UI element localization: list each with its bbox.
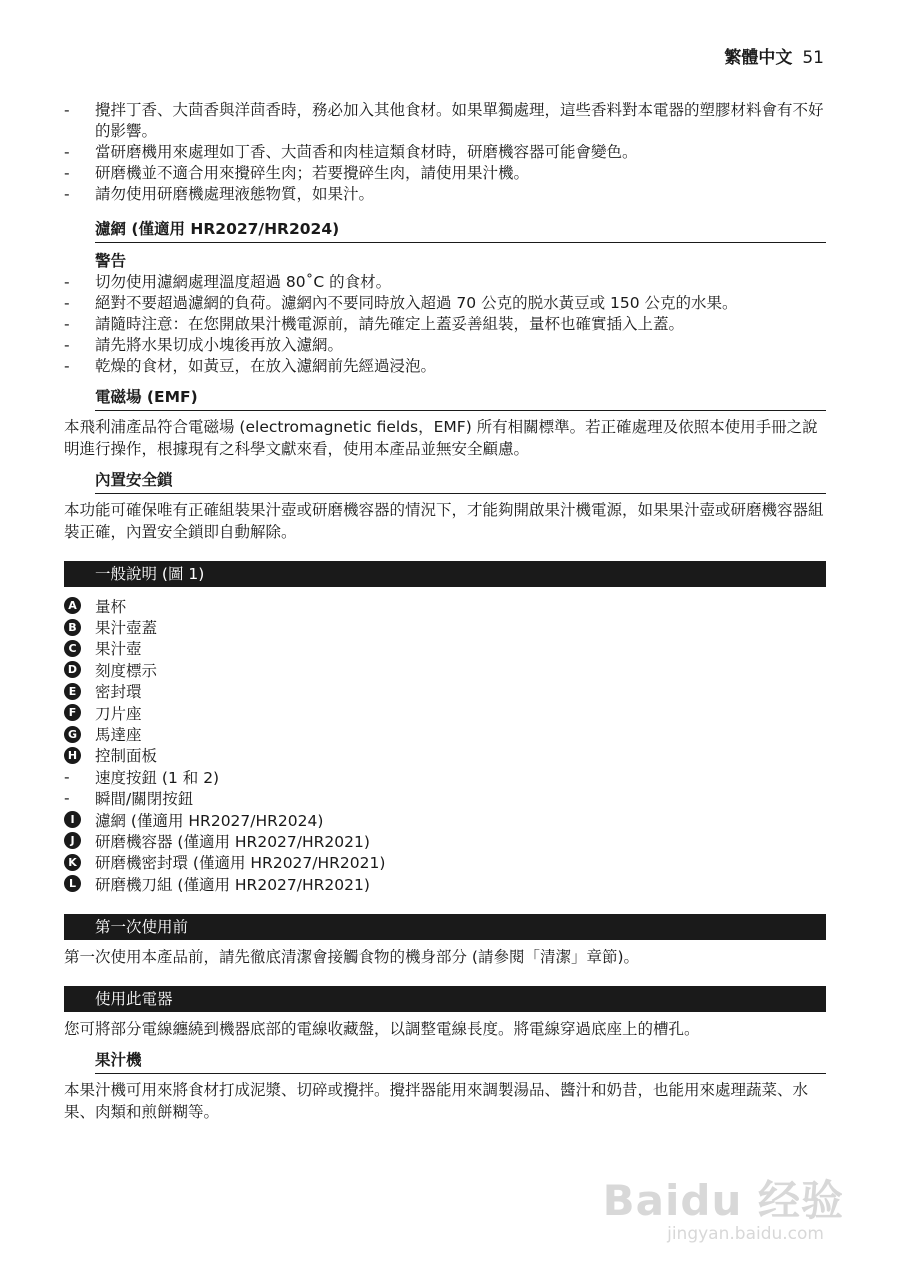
legend-label: 刀片座 — [95, 704, 142, 723]
circle-letter-icon: A — [64, 597, 81, 614]
list-item: - 當研磨機用來處理如丁香、大茴香和肉桂這類食材時，研磨機容器可能會變色。 — [64, 143, 638, 161]
legend-label: 研磨機刀組 (僅適用 HR2027/HR2021) — [95, 875, 370, 894]
legend-item — [64, 830, 826, 851]
legend-item — [64, 873, 826, 894]
list-item: - 切勿使用濾網處理溫度超過 80˚C 的食材。 — [64, 273, 392, 291]
circle-letter-icon: D — [64, 661, 81, 678]
top-caution-list — [64, 100, 826, 205]
legend-label: 控制面板 — [95, 747, 158, 766]
circle-letter-icon: K — [64, 854, 81, 871]
circle-letter-icon: G — [64, 726, 81, 743]
legend-label: 果汁壺蓋 — [95, 619, 158, 638]
legend-item — [64, 766, 826, 787]
page-content — [64, 100, 826, 1123]
watermark-url: jingyan.baidu.com — [667, 1224, 824, 1244]
page-number: 51 — [802, 48, 824, 68]
legend-label: 馬達座 — [95, 726, 142, 745]
dash-marker: - — [64, 767, 70, 786]
list-item: - 絕對不要超過濾網的負荷。濾網內不要同時放入超過 70 公克的脱水黃豆或 150 公克的水果。 — [64, 294, 738, 312]
first-use-text: 第一次使用本產品前，請先徹底清潔會接觸食物的機身部分 (請參閱「清潔」章節)。 — [64, 948, 640, 967]
circle-letter-icon: F — [64, 704, 81, 721]
circle-letter-icon: J — [64, 832, 81, 849]
legend-item — [64, 788, 826, 809]
legend-label: 研磨機密封環 (僅適用 HR2027/HR2021) — [95, 854, 386, 873]
blender-text: 本果汁機可用來將食材打成泥漿、切碎或攪拌。攪拌器能用來調製湯品、醬汁和奶昔，也能用來處理蔬菜、水果、肉類和煎餅糊等。 — [64, 1081, 809, 1122]
list-item: - 研磨機並不適合用來攪碎生肉；若要攪碎生肉，請使用果汁機。 — [64, 164, 530, 182]
legend-label: 密封環 — [95, 683, 142, 702]
watermark-logo: Baidu 经验 — [602, 1176, 844, 1225]
list-item: - 攪拌丁香、大茴香與洋茴香時，務必加入其他食材。如果單獨處理，這些香料對本電器的塑膠材料會有不好的影響。 — [64, 101, 824, 140]
legend-item — [64, 702, 826, 723]
legend-item — [64, 745, 826, 766]
legend-item — [64, 681, 826, 702]
list-item: - 請隨時注意：在您開啟果汁機電源前，請先確定上蓋妥善組裝，量杯也確實插入上蓋。 — [64, 315, 685, 333]
circle-letter-icon: B — [64, 619, 81, 636]
legend-label: 量杯 — [95, 597, 127, 616]
legend-label: 果汁壺 — [95, 640, 142, 659]
legend-label: 速度按鈕 (1 和 2) — [95, 768, 220, 787]
language-label: 繁體中文 — [724, 48, 793, 68]
list-item: - 請先將水果切成小塊後再放入濾網。 — [64, 336, 344, 354]
legend-item — [64, 659, 826, 680]
section-title-bar: 第一次使用前 — [64, 914, 826, 940]
legend-label: 刻度標示 — [95, 661, 158, 680]
legend-item — [64, 723, 826, 744]
legend-item — [64, 616, 826, 637]
circle-letter-icon: L — [64, 875, 81, 892]
using-text: 您可將部分電線纏繞到機器底部的電線收藏盤，以調整電線長度。將電線穿過底座上的槽孔。 — [64, 1020, 700, 1039]
dash-marker: - — [64, 789, 70, 808]
legend-item — [64, 595, 826, 616]
legend-label: 研磨機容器 (僅適用 HR2027/HR2021) — [95, 833, 370, 851]
emf-heading: 電磁場 (EMF) — [95, 387, 826, 411]
circle-letter-icon: H — [64, 747, 81, 764]
circle-letter-icon: E — [64, 683, 81, 700]
emf-text: 本飛利浦產品符合電磁場 (electromagnetic fields，EMF) 所有相關標準。若正確處理及依照本使用手冊之說明進行操作，根據現有之科學文獻來看，使用本產品並無安全顧慮。 — [64, 418, 818, 458]
list-item: - 乾燥的食材，如黃豆，在放入濾網前先經過浸泡。 — [64, 357, 437, 375]
legend-item — [64, 852, 826, 873]
safety-lock-heading: 內置安全鎖 — [95, 470, 826, 494]
parts-legend — [64, 595, 826, 894]
legend-label: 瞬間/關閉按鈕 — [95, 790, 194, 809]
filter-warning-list — [64, 272, 826, 377]
blender-heading: 果汁機 — [95, 1050, 826, 1074]
legend-item — [64, 809, 826, 830]
section-title-bar: 一般說明 (圖 1) — [64, 561, 826, 587]
legend-label: 濾網 (僅適用 HR2027/HR2024) — [95, 811, 324, 830]
page-header — [724, 43, 824, 68]
circle-letter-icon: C — [64, 640, 81, 657]
filter-heading: 濾網 (僅適用 HR2027/HR2024) — [95, 219, 826, 243]
safety-lock-text: 本功能可確保唯有正確組裝果汁壺或研磨機容器的情況下，才能夠開啟果汁機電源，如果果汁壺或研磨機容器組裝正確，內置安全鎖即自動解除。 — [64, 501, 824, 541]
warning-label: 警告 — [95, 252, 127, 270]
section-title-bar: 使用此電器 — [64, 986, 826, 1012]
circle-letter-icon: I — [64, 811, 81, 828]
list-item: - 請勿使用研磨機處理液態物質，如果汁。 — [64, 185, 375, 203]
legend-item — [64, 638, 826, 659]
